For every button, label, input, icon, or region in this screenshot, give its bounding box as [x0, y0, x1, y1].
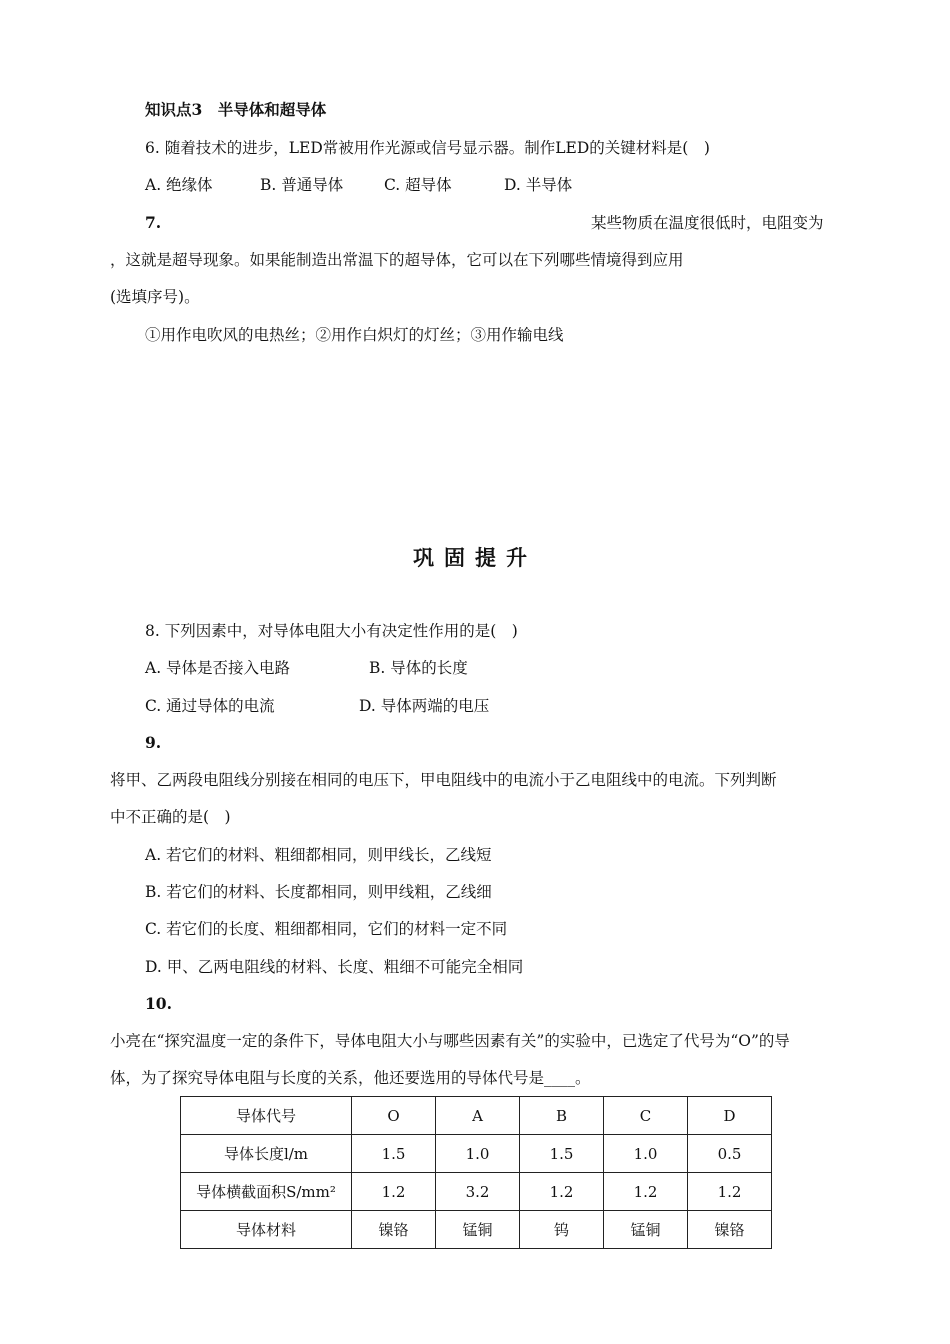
q9-option-c: C. 若它们的长度、粗细都相同，它们的材料一定不同 — [145, 920, 508, 938]
q8-option-d: D. 导体两端的电压 — [359, 697, 490, 715]
table-row-label: 导体材料 — [181, 1211, 352, 1249]
table-cell: 1.2 — [688, 1173, 772, 1211]
section-heading: 知识点3 半导体和超导体 — [145, 100, 327, 119]
table-header-label: 导体代号 — [181, 1097, 352, 1135]
table-cell: 1.2 — [604, 1173, 688, 1211]
table-cell: 1.0 — [604, 1135, 688, 1173]
table-row — [181, 1211, 772, 1249]
question-10-line1: 小亮在“探究温度一定的条件下，导体电阻大小与哪些因素有关”的实验中，已选定了代号为“O”的导 — [110, 1032, 790, 1050]
table-cell: 锰铜 — [436, 1211, 520, 1249]
q8-option-c: C. 通过导体的电流 — [145, 697, 275, 715]
question-10-line2: 体，为了探究导体电阻与长度的关系，他还要选用的导体代号是____。 — [110, 1069, 591, 1087]
table-row — [181, 1135, 772, 1173]
table-cell: 钨 — [520, 1211, 604, 1249]
table-cell: 锰铜 — [604, 1211, 688, 1249]
table-row-label: 导体长度l/m — [181, 1135, 352, 1173]
q9-option-a: A. 若它们的材料、粗细都相同，则甲线长，乙线短 — [145, 846, 492, 864]
q6-option-d: D. 半导体 — [504, 176, 573, 194]
table-cell: 1.0 — [436, 1135, 520, 1173]
question-7-line1: 某些物质在温度很低时，电阻变为 — [591, 214, 824, 232]
question-9-number: 9. — [145, 733, 162, 752]
table-cell: O — [352, 1097, 436, 1135]
table-cell: 1.2 — [352, 1173, 436, 1211]
question-8-stem: 8. 下列因素中，对导体电阻大小有决定性作用的是( ) — [145, 622, 518, 640]
table-cell: C — [604, 1097, 688, 1135]
table-cell: 镍铬 — [352, 1211, 436, 1249]
table-row — [181, 1173, 772, 1211]
table-cell: D — [688, 1097, 772, 1135]
table-cell: 镍铬 — [688, 1211, 772, 1249]
q6-option-b: B. 普通导体 — [260, 176, 344, 194]
table-cell: A — [436, 1097, 520, 1135]
question-10-number: 10. — [145, 994, 172, 1013]
q9-option-d: D. 甲、乙两电阻线的材料、长度、粗细不可能完全相同 — [145, 958, 524, 976]
q8-option-b: B. 导体的长度 — [369, 659, 468, 677]
section-title: 巩固提升 — [413, 545, 537, 570]
question-7-line3: (选填序号)。 — [110, 288, 200, 306]
table-cell: B — [520, 1097, 604, 1135]
table-cell: 1.5 — [352, 1135, 436, 1173]
q9-option-b: B. 若它们的材料、长度都相同，则甲线粗，乙线细 — [145, 883, 492, 901]
table-row-label: 导体横截面积S/mm² — [181, 1173, 352, 1211]
table-cell: 0.5 — [688, 1135, 772, 1173]
question-9-line1: 将甲、乙两段电阻线分别接在相同的电压下，甲电阻线中的电流小于乙电阻线中的电流。下列判断 — [110, 771, 777, 789]
question-6-stem: 6. 随着技术的进步，LED常被用作光源或信号显示器。制作LED的关键材料是( ) — [145, 139, 710, 157]
question-9-line2: 中不正确的是( ) — [110, 808, 231, 826]
table-cell: 1.5 — [520, 1135, 604, 1173]
question-7-line2: ，这就是超导现象。如果能制造出常温下的超导体，它可以在下列哪些情境得到应用 — [110, 251, 684, 269]
table-cell: 3.2 — [436, 1173, 520, 1211]
table-row — [181, 1097, 772, 1135]
question-7-items: ①用作电吹风的电热丝；②用作白炽灯的灯丝；③用作输电线 — [145, 326, 564, 344]
q6-option-a: A. 绝缘体 — [145, 176, 213, 194]
conductor-table — [180, 1096, 772, 1249]
q6-option-c: C. 超导体 — [384, 176, 452, 194]
q8-option-a: A. 导体是否接入电路 — [145, 659, 291, 677]
table-cell: 1.2 — [520, 1173, 604, 1211]
question-7-number: 7. — [145, 213, 162, 232]
